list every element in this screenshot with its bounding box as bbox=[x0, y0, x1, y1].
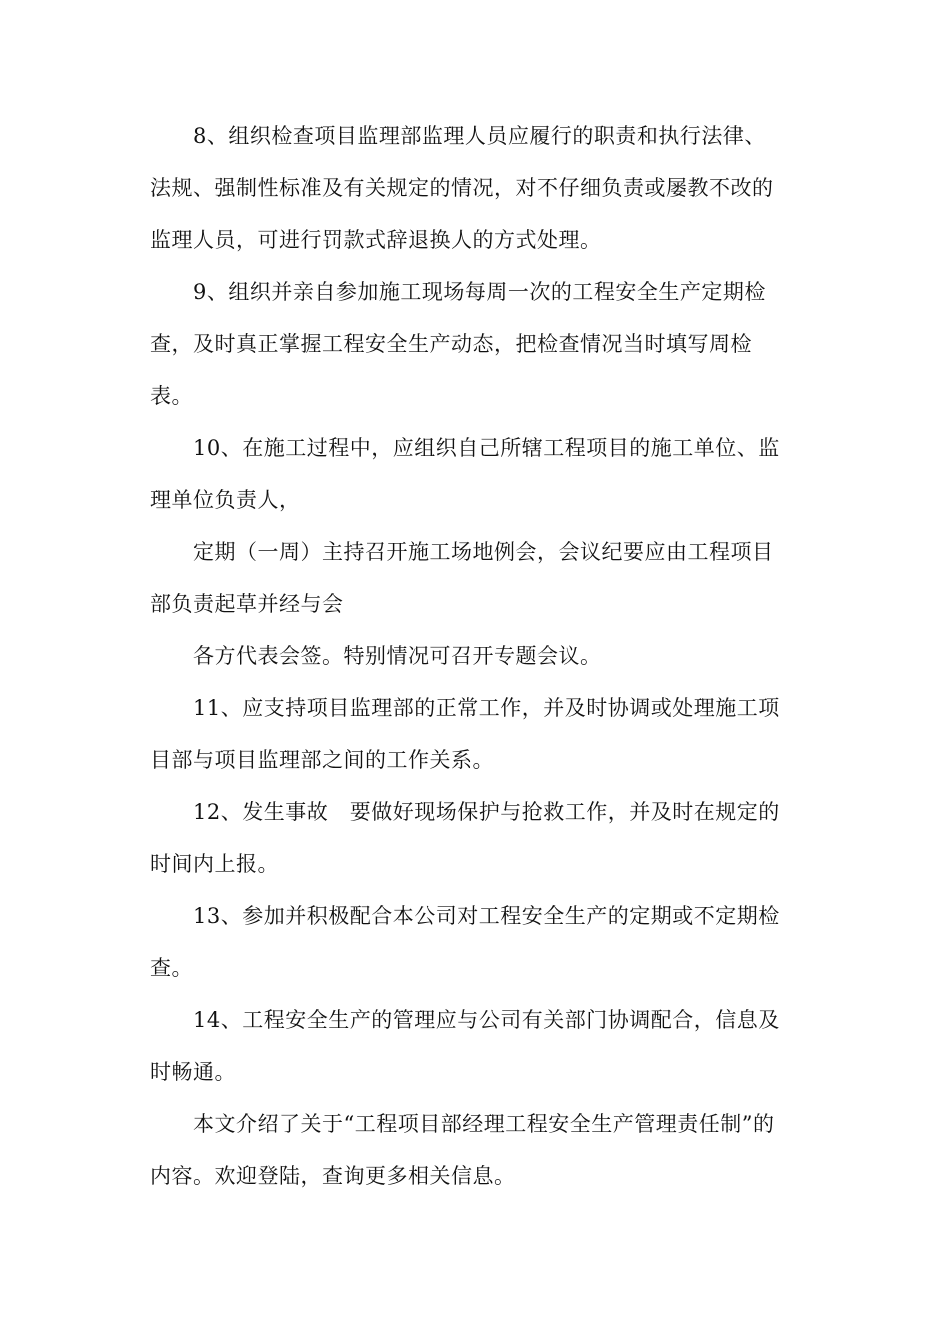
paragraph-item-13 bbox=[150, 890, 800, 994]
paragraph-meeting bbox=[150, 526, 800, 630]
text-line: 本文介绍了关于“工程项目部经理工程安全生产管理责任制”的 bbox=[193, 1112, 775, 1136]
paragraph-item-12 bbox=[150, 786, 800, 890]
text-line: 8、组织检查项目监理部监理人员应履行的职责和执行法律、 bbox=[193, 124, 766, 148]
text-line: 11、应支持项目监理部的正常工作，并及时协调或处理施工项 bbox=[193, 696, 780, 720]
paragraph-item-9 bbox=[150, 266, 800, 422]
text-line: 查。 bbox=[150, 956, 193, 980]
paragraph-countersign bbox=[150, 630, 800, 682]
paragraph-summary bbox=[150, 1098, 800, 1202]
paragraph-item-10 bbox=[150, 422, 800, 526]
text-line: 12、发生事故 要做好现场保护与抢救工作，并及时在规定的 bbox=[193, 800, 780, 824]
text-line: 13、参加并积极配合本公司对工程安全生产的定期或不定期检 bbox=[193, 904, 780, 928]
text-line: 监理人员，可进行罚款式辞退换人的方式处理。 bbox=[150, 228, 602, 252]
text-line: 部负责起草并经与会 bbox=[150, 592, 344, 616]
text-line: 内容。欢迎登陆，查询更多相关信息。 bbox=[150, 1164, 516, 1188]
paragraph-item-14 bbox=[150, 994, 800, 1098]
text-line: 定期（一周）主持召开施工场地例会，会议纪要应由工程项目 bbox=[193, 540, 774, 564]
paragraph-item-8 bbox=[150, 110, 800, 266]
text-line: 9、组织并亲自参加施工现场每周一次的工程安全生产定期检 bbox=[193, 280, 766, 304]
text-line: 时畅通。 bbox=[150, 1060, 236, 1084]
text-line: 表。 bbox=[150, 384, 193, 408]
text-line: 10、在施工过程中，应组织自己所辖工程项目的施工单位、监 bbox=[193, 436, 780, 460]
paragraph-item-11 bbox=[150, 682, 800, 786]
text-line: 时间内上报。 bbox=[150, 852, 279, 876]
text-line: 查，及时真正掌握工程安全生产动态，把检查情况当时填写周检 bbox=[150, 332, 752, 356]
text-line: 各方代表会签。特别情况可召开专题会议。 bbox=[193, 644, 602, 668]
text-line: 法规、强制性标准及有关规定的情况，对不仔细负责或屡教不改的 bbox=[150, 176, 774, 200]
text-line: 理单位负责人， bbox=[150, 488, 301, 512]
document-body bbox=[150, 110, 800, 1202]
text-line: 目部与项目监理部之间的工作关系。 bbox=[150, 748, 494, 772]
text-line: 14、工程安全生产的管理应与公司有关部门协调配合，信息及 bbox=[193, 1008, 780, 1032]
